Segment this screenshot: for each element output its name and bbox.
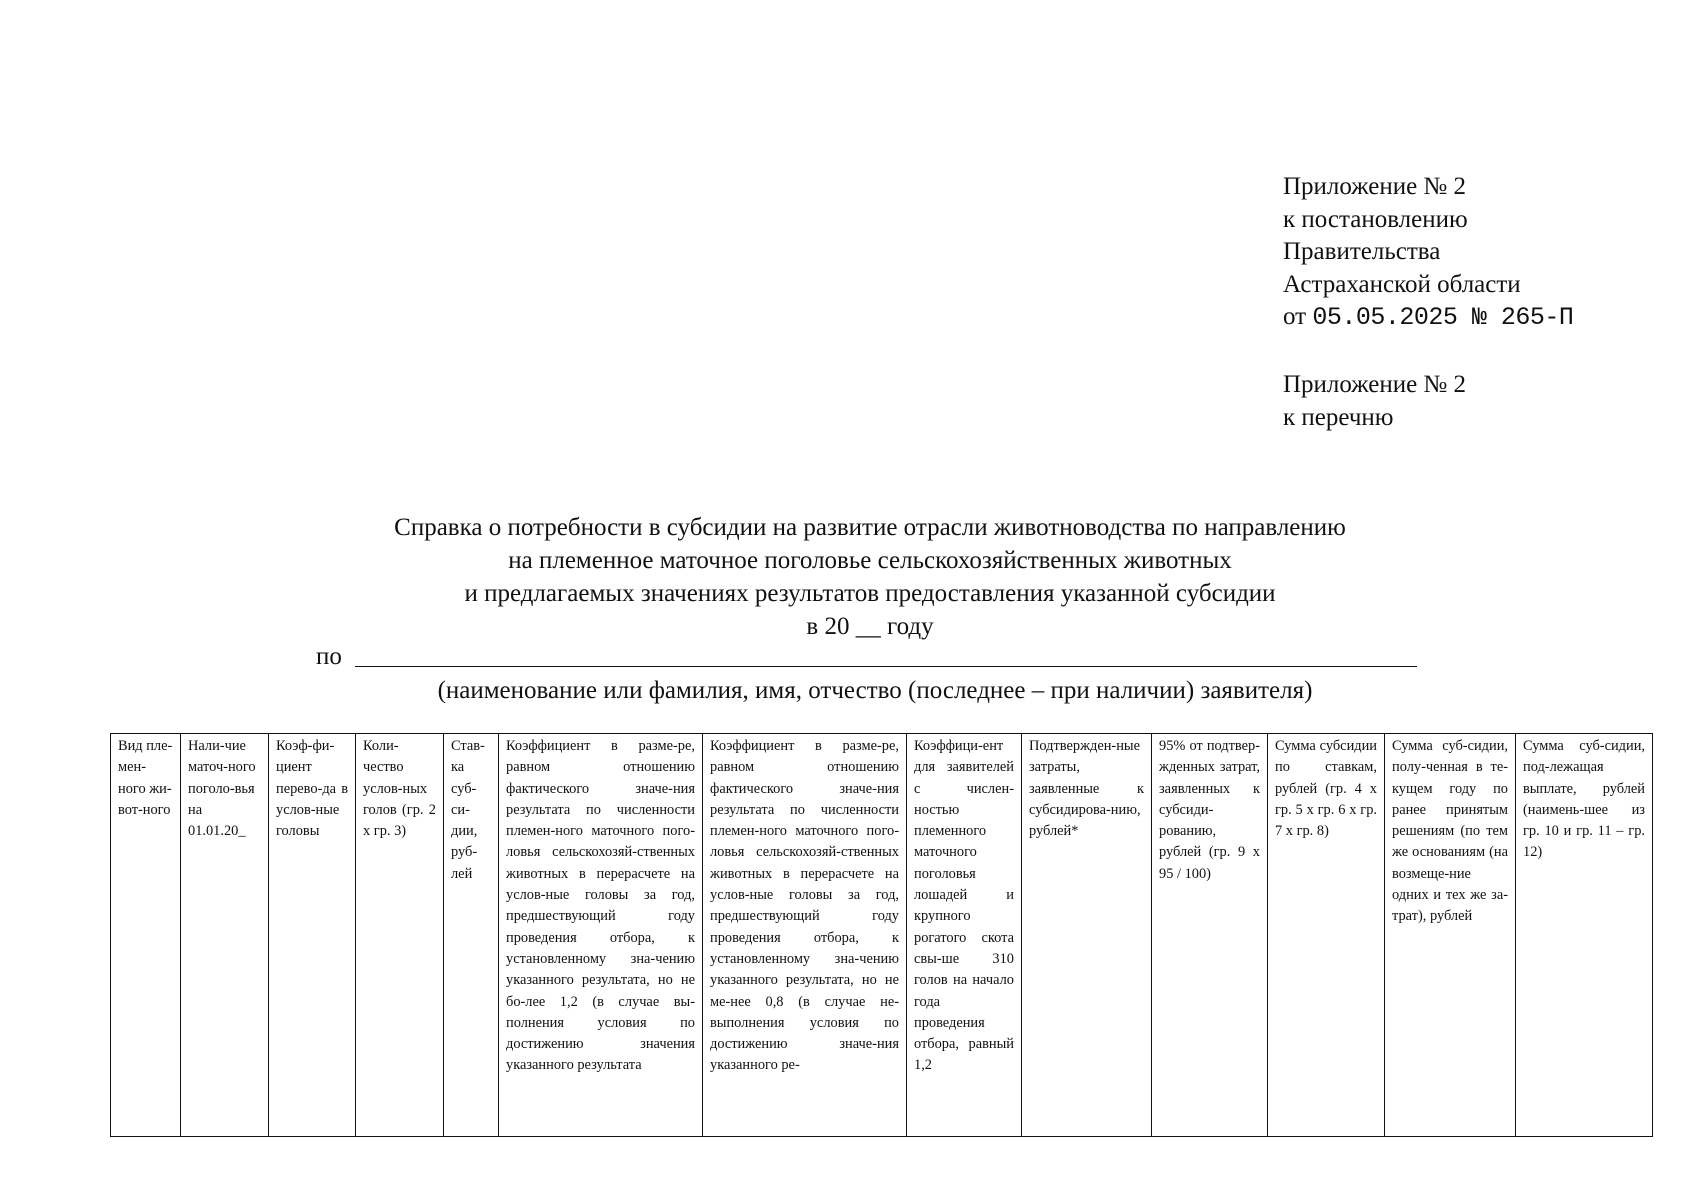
appendix-list-block <box>1283 369 1466 434</box>
applicant-caption: (наименование или фамилия, имя, отчество (последнее – при наличии) заявителя) <box>437 677 1313 704</box>
column-header: Коли-чество услов-ных голов (гр. 2 х гр. 3) <box>356 734 444 1137</box>
resolution-date-line <box>1283 301 1573 335</box>
column-header: Нали-чие маточ-ного поголо-вья на 01.01.20_ <box>181 734 269 1137</box>
applicant-prefix: по <box>316 643 342 670</box>
table-header-row <box>111 734 1653 1137</box>
column-header: Коэффициент в разме-ре, равном отношению фактического значе-ния результата по численности племен-ного маточного пого-ловья сельскохозяй-ственных животных в перерасчете на услов-ные головы за год, предшествующий году проведения отбора, к установленному зна-чению указанного результата, но не ме-нее 0,8 (в случае не-выполнения условия по достижению значе-ния указанного ре- <box>703 734 907 1137</box>
appendix-line: Приложение № 2 <box>1283 173 1467 200</box>
appendix-resolution-block <box>1283 171 1573 335</box>
column-header: Коэффициент в разме-ре, равном отношению фактического значе-ния результата по численности племен-ного маточного пого-ловья сельскохозяй-ственных животных в перерасчете на услов-ные головы за год, предшествующий году проведения отбора, к установленному зна-чению указанного результата, но не бо-лее 1,2 (в случае вы-полнения условия по достижению значения указанного результата <box>499 734 703 1137</box>
title-line: на племенное маточное поголовье сельскохозяйственных животных <box>508 547 1232 574</box>
appendix-line: к перечню <box>1283 403 1394 431</box>
column-header: Став-ка суб-си-дии, руб-лей <box>444 734 499 1137</box>
resolution-date-number: 05.05.2025 № 265-П <box>1312 303 1574 332</box>
column-header: 95% от подтвер-жденных затрат, заявленных к субсиди-рованию, рублей (гр. 9 х 95 / 100) <box>1152 734 1268 1137</box>
column-header: Сумма суб-сидии, под-лежащая выплате, рублей (наимень-шее из гр. 10 и гр. 11 – гр. 12) <box>1516 734 1653 1137</box>
date-prefix: от <box>1283 303 1313 330</box>
column-header: Подтвержден-ные затраты, заявленные к субсидирова-нию, рублей* <box>1022 734 1152 1137</box>
column-header: Сумма субсидии по ставкам, рублей (гр. 4 х гр. 5 х гр. 6 х гр. 7 х гр. 8) <box>1268 734 1385 1137</box>
title-line: и предлагаемых значениях результатов предоставления указанной субсидии <box>464 580 1276 607</box>
column-header: Сумма суб-сидии, полу-ченная в те-кущем году по ранее принятым решениям (по тем же основаниям (на возмеще-ние одних и тех же за-трат), рублей <box>1385 734 1516 1137</box>
subsidy-table <box>110 733 1653 1137</box>
column-header: Коэффици-ент для заявителей с числен-ностью племенного маточного поголовья лошадей и крупного рогатого скота свы-ше 310 голов на начало года проведения отбора, равный 1,2 <box>907 734 1022 1137</box>
column-header: Вид пле-мен-ного жи-вот-ного <box>111 734 181 1137</box>
appendix-line: к постановлению <box>1283 205 1468 233</box>
document-title <box>230 511 1510 643</box>
appendix-line: Приложение № 2 <box>1283 371 1467 398</box>
appendix-line: Астраханской области <box>1283 270 1521 298</box>
column-header: Коэф-фи-циент перево-да в услов-ные головы <box>269 734 356 1137</box>
applicant-blank-line <box>355 666 1417 667</box>
title-line: в 20 __ году <box>806 613 934 640</box>
title-line: Справка о потребности в субсидии на развитие отрасли животноводства по направлению <box>394 514 1346 541</box>
appendix-line: Правительства <box>1283 238 1441 265</box>
